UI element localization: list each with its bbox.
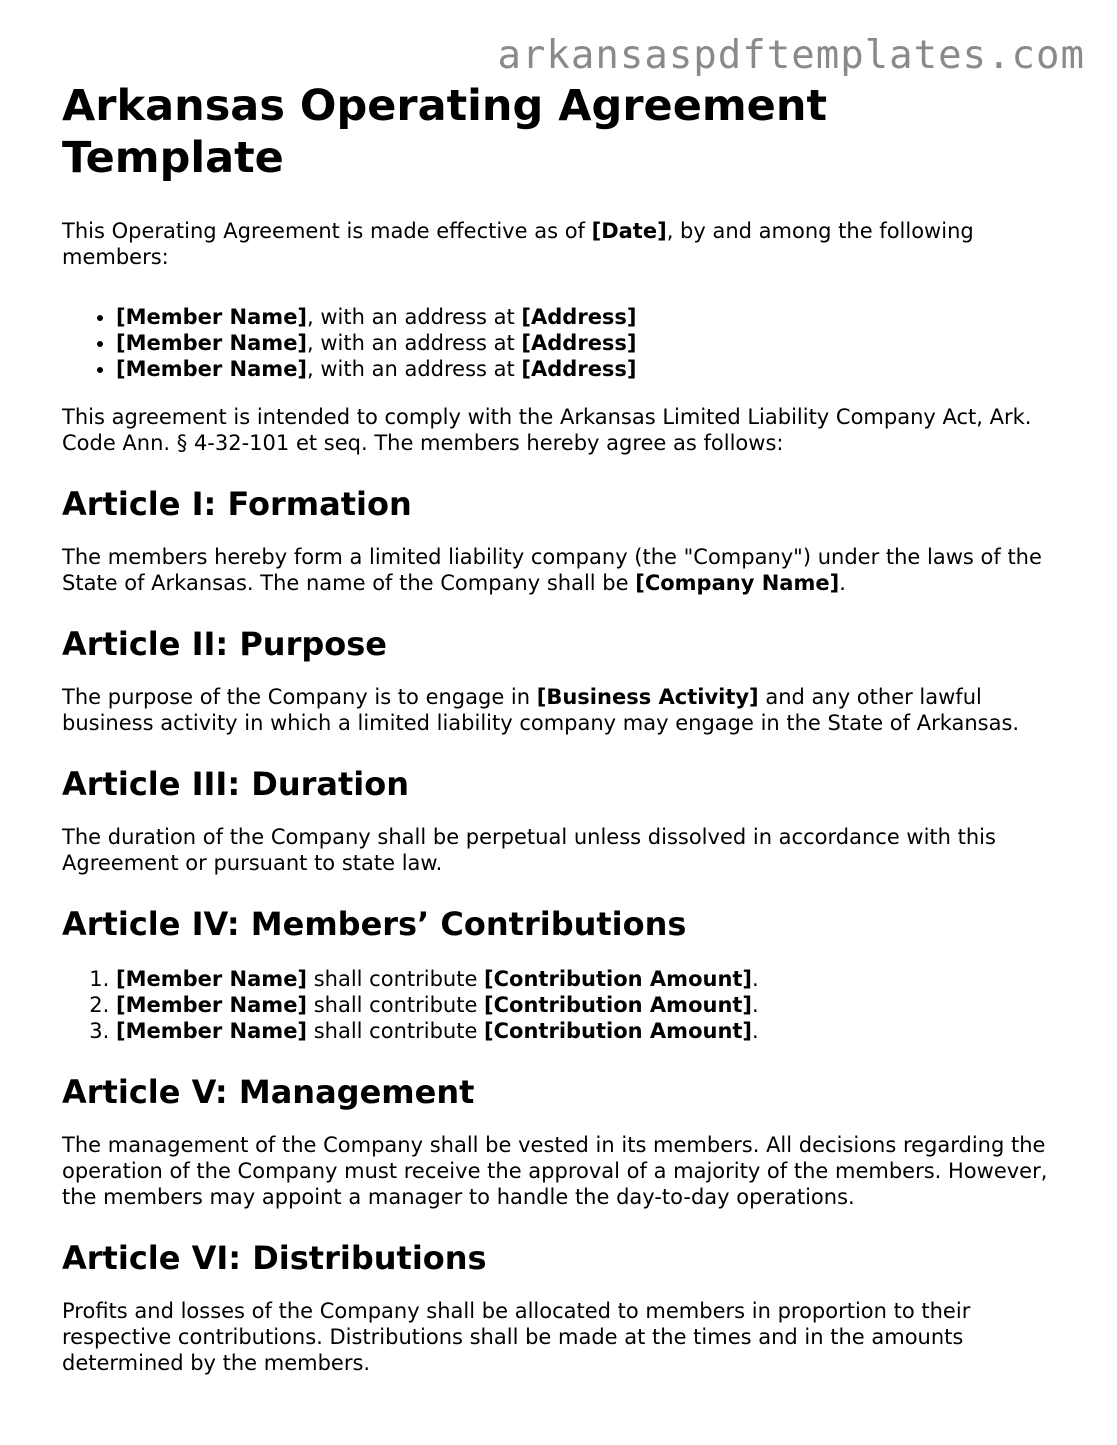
article-1-heading: Article I: Formation bbox=[62, 485, 412, 523]
article-6-paragraph: Profits and losses of the Company shall be allocated to members in proportion to their respective contributions. Distributions shall be made at the times and in the amounts determined by the members. bbox=[62, 1299, 971, 1375]
member-address-text: , with an address at bbox=[307, 331, 522, 355]
article-2-text: The purpose of the Company is to engage in bbox=[62, 685, 537, 709]
list-item bbox=[116, 356, 1062, 382]
member-name-placeholder: [Member Name] bbox=[116, 331, 308, 355]
member-list bbox=[62, 304, 1062, 382]
article-3-paragraph: The duration of the Company shall be perpetual unless dissolved in accordance with this Agreement or pursuant to state law. bbox=[62, 825, 996, 875]
member-name-placeholder: [Member Name] bbox=[116, 967, 308, 991]
member-name-placeholder: [Member Name] bbox=[116, 993, 308, 1017]
article-5-paragraph: The management of the Company shall be vested in its members. All decisions regarding the operation of the Company must receive the approval of a majority of the members. However, the members may appoint a manager to handle the day-to-day operations. bbox=[62, 1133, 1048, 1209]
member-address-text: , with an address at bbox=[307, 305, 522, 329]
business-activity-placeholder: [Business Activity] bbox=[536, 685, 759, 709]
article-1-text-end: . bbox=[839, 571, 846, 595]
article-4-heading: Article IV: Members’ Contributions bbox=[62, 905, 687, 943]
compliance-paragraph: This agreement is intended to comply with the Arkansas Limited Liability Company Act, Ark. Code Ann. § 4-32-101 et seq. The members hereby agree as follows: bbox=[62, 405, 1032, 455]
document-page bbox=[62, 80, 1062, 1376]
document-title: Arkansas Operating Agreement Template bbox=[62, 81, 827, 183]
company-name-placeholder: [Company Name] bbox=[635, 571, 840, 595]
address-placeholder: [Address] bbox=[521, 331, 637, 355]
watermark: arkansaspdftemplates.com bbox=[497, 33, 1085, 78]
list-item bbox=[116, 992, 1062, 1018]
contribution-end: . bbox=[752, 1019, 759, 1043]
contribution-amount-placeholder: [Contribution Amount] bbox=[484, 1019, 753, 1043]
intro-paragraph bbox=[62, 218, 1062, 270]
contribution-text: shall contribute bbox=[307, 993, 485, 1017]
member-name-placeholder: [Member Name] bbox=[116, 305, 308, 329]
list-item bbox=[116, 966, 1062, 992]
address-placeholder: [Address] bbox=[521, 357, 637, 381]
article-1-paragraph bbox=[62, 544, 1062, 596]
article-3-heading: Article III: Duration bbox=[62, 765, 409, 803]
member-name-placeholder: [Member Name] bbox=[116, 1019, 308, 1043]
address-placeholder: [Address] bbox=[521, 305, 637, 329]
article-2-text-end: and any other lawful business activity in which a limited liability company may engage in the State of Arkansas. bbox=[62, 685, 1020, 735]
list-item bbox=[116, 1018, 1062, 1044]
intro-text-end: , by and among the following members: bbox=[62, 219, 974, 269]
article-6-heading: Article VI: Distributions bbox=[62, 1239, 487, 1277]
date-placeholder: [Date] bbox=[591, 219, 667, 243]
contribution-text: shall contribute bbox=[307, 967, 485, 991]
contribution-amount-placeholder: [Contribution Amount] bbox=[484, 993, 753, 1017]
intro-text: This Operating Agreement is made effective as of bbox=[62, 219, 592, 243]
article-2-heading: Article II: Purpose bbox=[62, 625, 387, 663]
contribution-end: . bbox=[752, 967, 759, 991]
list-item bbox=[116, 304, 1062, 330]
contribution-text: shall contribute bbox=[307, 1019, 485, 1043]
member-name-placeholder: [Member Name] bbox=[116, 357, 308, 381]
contribution-amount-placeholder: [Contribution Amount] bbox=[484, 967, 753, 991]
contribution-list bbox=[62, 966, 1062, 1044]
contribution-end: . bbox=[752, 993, 759, 1017]
article-2-paragraph bbox=[62, 684, 1062, 736]
article-1-text: The members hereby form a limited liability company (the "Company") under the laws of the State of Arkansas. The name of the Company shall be bbox=[62, 545, 1042, 595]
member-address-text: , with an address at bbox=[307, 357, 522, 381]
article-5-heading: Article V: Management bbox=[62, 1073, 475, 1111]
list-item bbox=[116, 330, 1062, 356]
